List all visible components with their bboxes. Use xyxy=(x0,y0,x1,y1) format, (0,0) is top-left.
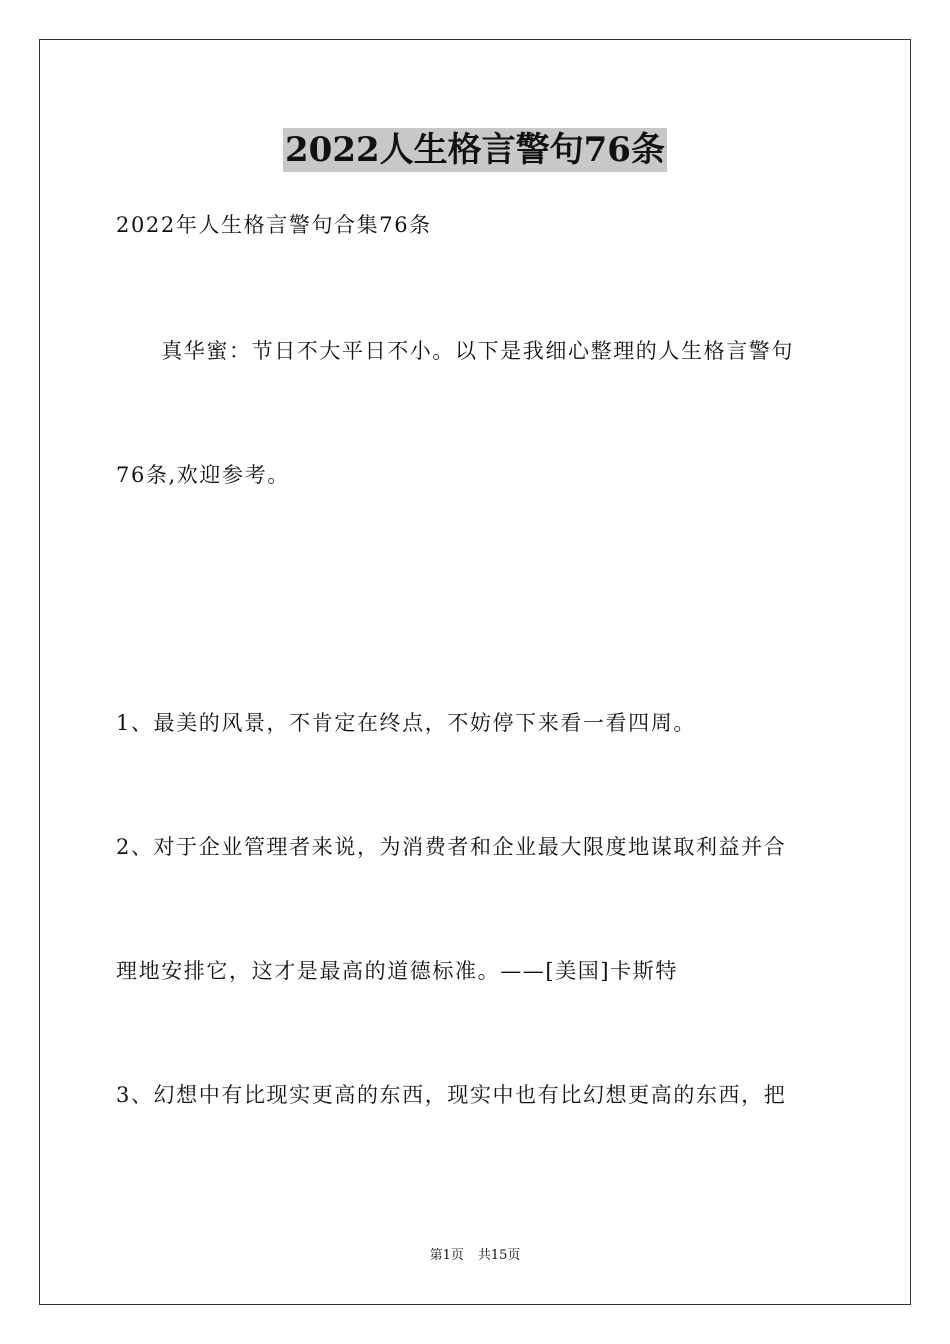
title-container xyxy=(0,128,950,172)
page-number: 第1页 xyxy=(429,1248,464,1263)
paragraph-line: 76条,欢迎参考。 xyxy=(116,463,290,487)
page-total: 共15页 xyxy=(477,1248,521,1263)
paragraph-line: 理地安排它，这才是最高的道德标准。——[美国]卡斯特 xyxy=(116,959,678,983)
paragraph-line: 真华蜜：节日不大平日不小。以下是我细心整理的人生格言警句 xyxy=(116,339,794,363)
page-footer xyxy=(0,1247,950,1265)
paragraph-line: 1、最美的风景，不肯定在终点，不妨停下来看一看四周。 xyxy=(116,711,696,735)
paragraph-line: 3、幻想中有比现实更高的东西，现实中也有比幻想更高的东西，把 xyxy=(116,1083,787,1107)
document-title: 2022人生格言警句76条 xyxy=(285,130,665,170)
paragraph-line: 2、对于企业管理者来说，为消费者和企业最大限度地谋取利益并合 xyxy=(116,835,787,859)
document-subtitle: 2022年人生格言警句合集76条 xyxy=(116,213,432,237)
